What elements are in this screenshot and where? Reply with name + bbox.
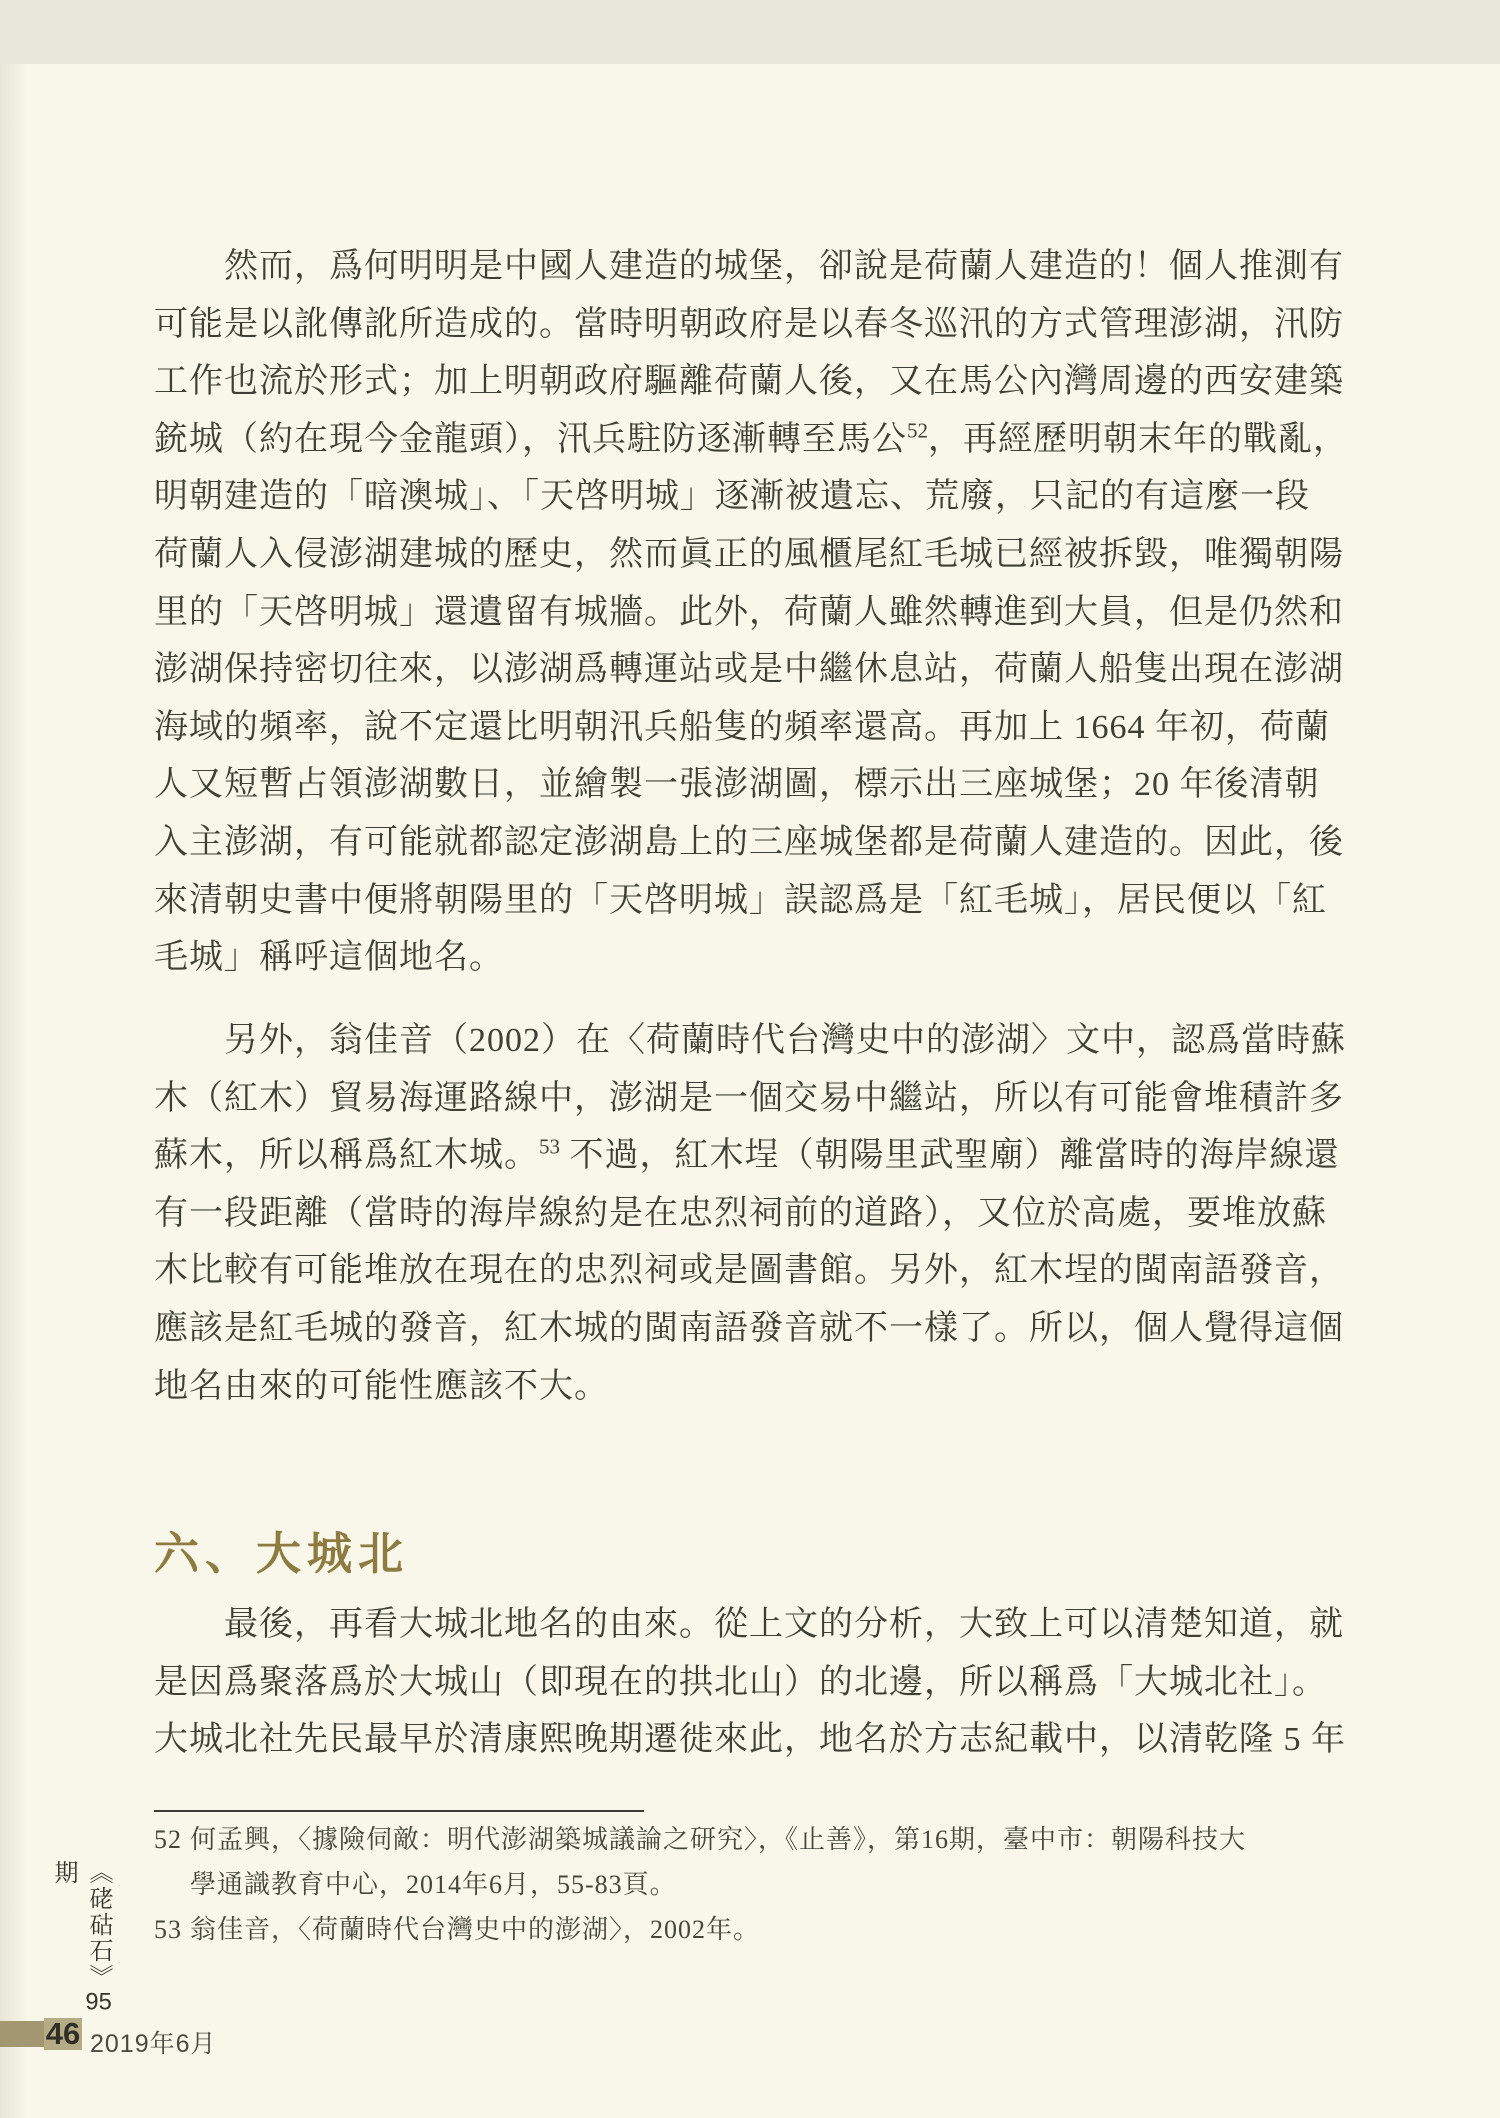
footnote-text: 何孟興，〈據險伺敵：明代澎湖築城議論之研究〉，《止善》，第16期，臺中市：朝陽科技大 [190,1825,1247,1854]
footnote-number: 53 [154,1915,182,1944]
text-segment: 銃城（約在現今金龍頭），汛兵駐防逐漸轉至馬公 [154,420,907,458]
footnote-52-continued: 學通識教育中心，2014年6月，55-83頁。 [190,1870,677,1899]
text-line: 木（紅木）貿易海運路線中，澎湖是一個交易中繼站，所以有可能會堆積許多 [154,1079,1344,1117]
page-number: 46 [45,2016,81,2051]
scan-top-edge [0,0,1500,64]
footnote-number: 52 [154,1825,182,1854]
journal-title-vertical [46,1860,116,2020]
text-line: 來清朝史書中便將朝陽里的「天啓明城」誤認爲是「紅毛城」，居民便以「紅 [154,881,1327,919]
text-line: 澎湖保持密切往來，以澎湖爲轉運站或是中繼休息站，荷蘭人船隻出現在澎湖 [154,651,1344,689]
text-line [154,411,1348,469]
text-line: 然而，爲何明明是中國人建造的城堡，卻說是荷蘭人建造的！個人推測有 [224,248,1344,285]
footnote-divider [154,1810,644,1812]
text-line: 大城北社先民最早於清康熙晚期遷徙來此，地名於方志紀載中，以清乾隆 5 年 [154,1721,1346,1759]
paragraph-sappanwood-theory [154,1012,1348,1415]
text-line: 木比較有可能堆放在現在的忠烈祠或是圖書館。另外，紅木埕的閩南語發音， [154,1252,1344,1290]
text-line: 人又短暫占領澎湖數日，並繪製一張澎湖圖，標示出三座城堡；20 年後清朝 [154,766,1320,804]
text-line [154,1127,1348,1185]
text-line: 另外，翁佳音（2002）在〈荷蘭時代台灣史中的澎湖〉文中，認爲當時蘇 [224,1022,1346,1059]
issue-label: 期 [50,1860,77,1886]
text-segment: 蘇木，所以稱爲紅木城。 [154,1137,539,1175]
footnote-52 [154,1817,1348,1862]
paragraph-dachengbei-origin [154,1596,1348,1769]
text-line: 應該是紅毛城的發音，紅木城的閩南語發音就不一樣了。所以，個人覺得這個 [154,1309,1344,1347]
text-line: 明朝建造的「暗澳城」、「天啓明城」逐漸被遺忘、荒廢，只記的有這麼一段 [154,478,1310,516]
section-heading-dachengbei: 六、大城北 [154,1528,410,1579]
text-line: 工作也流於形式；加上明朝政府驅離荷蘭人後，又在馬公內灣周邊的西安建築 [154,363,1344,401]
text-line: 地名由來的可能性應該不大。 [154,1367,609,1405]
paragraph-red-hair-castle [154,238,1348,987]
scan-gutter-shadow [0,64,28,2118]
page-number-box [44,2018,82,2050]
issue-number: 95 [85,1990,112,2014]
text-line: 可能是以訛傳訛所造成的。當時明朝政府是以春冬巡汛的方式管理澎湖，汛防 [154,305,1344,343]
footnotes [154,1817,1348,1952]
journal-title: 《硓𥑮石》 [85,1860,112,1990]
text-segment: ，再經歷明朝末年的戰亂， [928,420,1348,458]
footnote-text: 翁佳音，〈荷蘭時代台灣史中的澎湖〉，2002年。 [190,1915,761,1944]
footnote-ref-52: 52 [907,418,928,443]
text-line: 是因爲聚落爲於大城山（即現在的拱北山）的北邊，所以稱爲「大城北社」。 [154,1663,1327,1701]
issue-date: 2019年6月 [90,2030,217,2058]
text-line: 荷蘭人入侵澎湖建城的歷史，然而眞正的風櫃尾紅毛城已經被拆毀，唯獨朝陽 [154,535,1344,573]
text-line: 海域的頻率，說不定還比明朝汛兵船隻的頻率還高。再加上 1664 年初，荷蘭 [154,708,1330,746]
text-line: 最後，再看大城北地名的由來。從上文的分析，大致上可以清楚知道，就 [224,1606,1344,1643]
text-line: 毛城」稱呼這個地名。 [154,939,504,977]
page-number-band [0,2021,44,2047]
text-segment: 不過，紅木埕（朝陽里武聖廟）離當時的海岸線還 [560,1137,1340,1175]
text-line: 入主澎湖，有可能就都認定澎湖島上的三座城堡都是荷蘭人建造的。因此，後 [154,823,1344,861]
text-line: 里的「天啓明城」還遺留有城牆。此外，荷蘭人雖然轉進到大員，但是仍然和 [154,593,1344,631]
footnote-53 [154,1907,1348,1952]
footnote-ref-53: 53 [539,1134,560,1159]
text-line: 有一段距離（當時的海岸線約是在忠烈祠前的道路），又位於高處，要堆放蘇 [154,1194,1327,1232]
